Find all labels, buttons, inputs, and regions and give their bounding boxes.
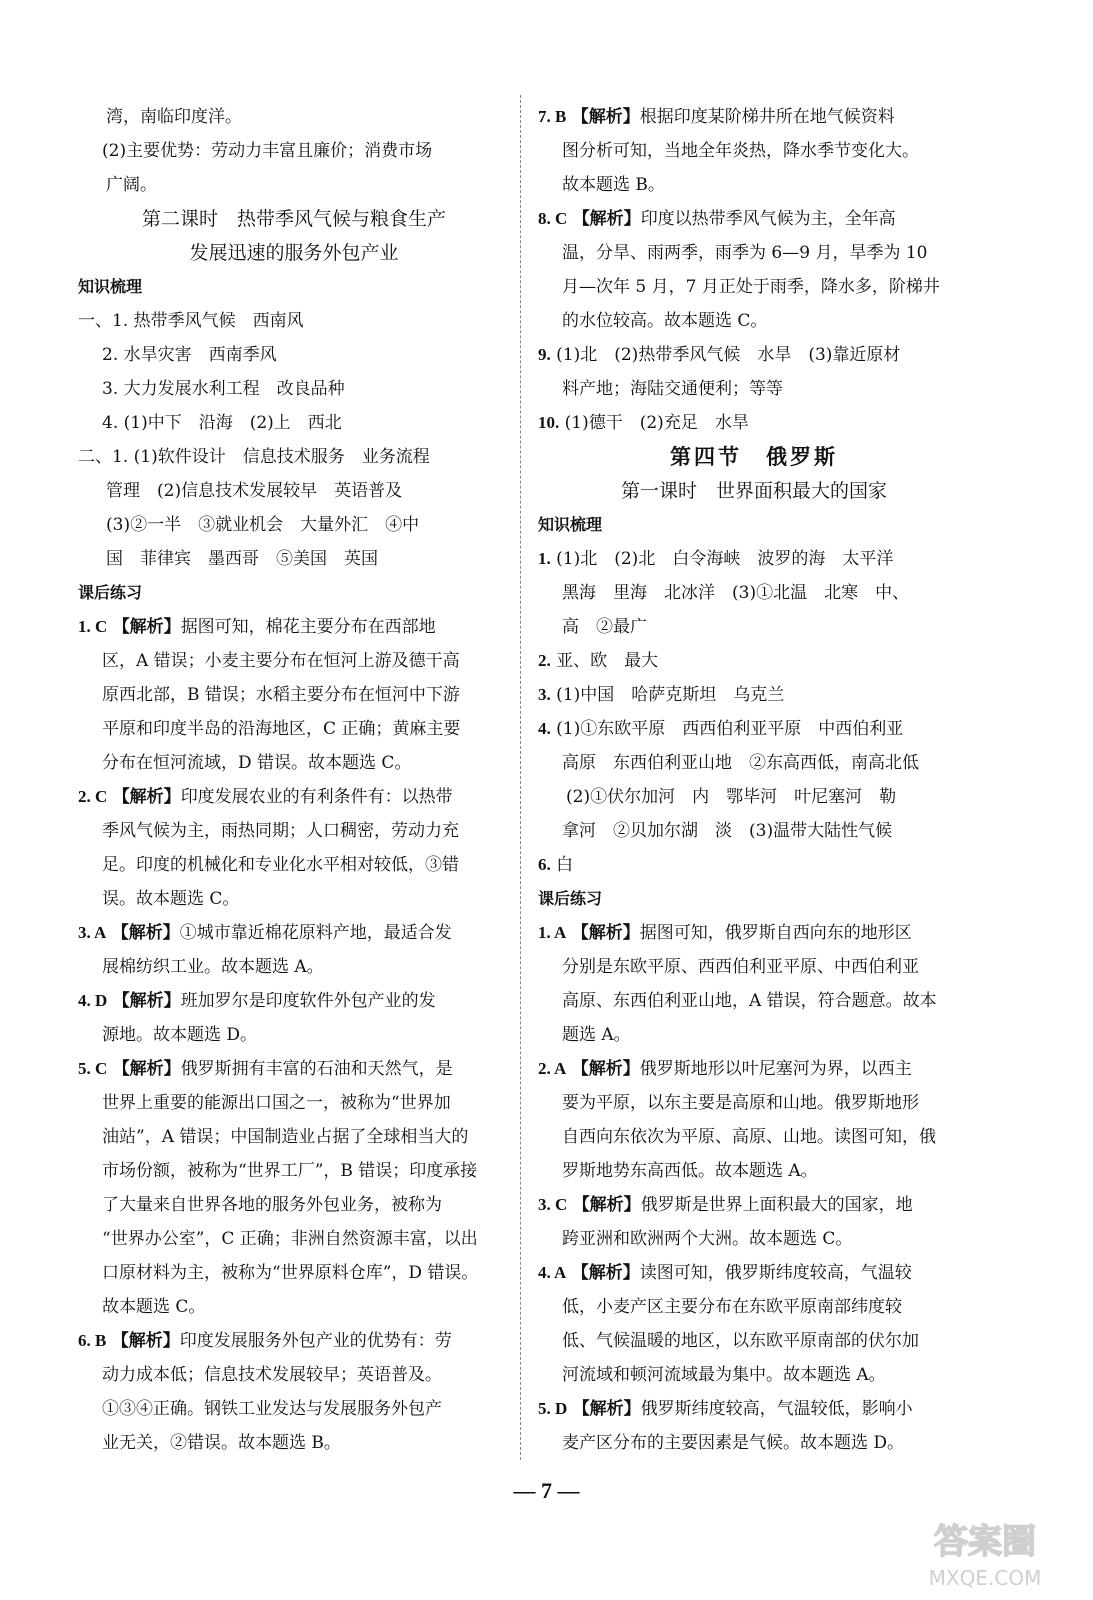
- line-text: 管理 (2)信息技术发展较早 英语普及: [106, 481, 403, 501]
- line-text: 俄罗斯是世界上面积最大的国家，地: [640, 1195, 913, 1215]
- left-line: [78, 202, 510, 236]
- left-line: [78, 1222, 510, 1256]
- question-number: 2.: [538, 651, 551, 670]
- left-line: [78, 1392, 510, 1426]
- line-text: 湾，南临印度洋。: [106, 107, 242, 127]
- line-text: 印度发展服务外包产业的优势有：劳: [179, 1331, 452, 1351]
- line-text: 料产地；海陆交通便利；等等: [562, 379, 783, 399]
- line-text: 俄罗斯拥有丰富的石油和天然气，是: [180, 1059, 453, 1079]
- right-line: [538, 1188, 970, 1222]
- right-line: [538, 100, 970, 134]
- line-text: 足。印度的机械化和专业化水平相对较低，③错: [102, 855, 459, 875]
- question-number: 6. B: [78, 1331, 107, 1350]
- right-line: [538, 508, 970, 542]
- line-text: 的水位较高。故本题选 C。: [562, 311, 768, 331]
- line-text: 温，分旱、雨两季，雨季为 6—9 月，旱季为 10: [562, 243, 928, 263]
- line-text: 麦产区分布的主要因素是气候。故本题选 D。: [562, 1433, 905, 1453]
- line-text: 误。故本题选 C。: [102, 889, 240, 909]
- right-line: [538, 746, 970, 780]
- right-line: [538, 304, 970, 338]
- left-line: [78, 236, 510, 270]
- question-number: 2. A: [538, 1059, 567, 1078]
- analysis-label: 【解析】: [572, 209, 641, 229]
- right-line: [538, 1324, 970, 1358]
- line-text: 展棉纺织工业。故本题选 A。: [102, 957, 324, 977]
- line-text: 课后练习: [538, 889, 603, 908]
- right-line: [538, 1154, 970, 1188]
- right-line: [538, 916, 970, 950]
- line-text: 黑海 里海 北冰洋 (3)①北温 北寒 中、: [562, 583, 910, 603]
- line-text: 高原 东西伯利亚山地 ②东高西低，南高北低: [562, 753, 919, 773]
- left-line: [78, 542, 510, 576]
- line-text: 低，小麦产区主要分布在东欧平原南部纬度较: [562, 1297, 902, 1317]
- left-line: [78, 712, 510, 746]
- analysis-label: 【解析】: [112, 1059, 181, 1079]
- question-number: 5. C: [78, 1059, 108, 1078]
- line-text: 罗斯地势东高西低。故本题选 A。: [562, 1161, 818, 1181]
- page-number: — 7 —: [513, 1478, 580, 1503]
- line-text: (3)②一半 ③就业机会 大量外汇 ④中: [106, 515, 420, 535]
- line-text: (1)北 (2)北 白令海峡 波罗的海 太平洋: [556, 549, 894, 569]
- right-line: [538, 474, 970, 508]
- right-line: [538, 1358, 970, 1392]
- left-line: [78, 1290, 510, 1324]
- line-text: 平原和印度半岛的沿海地区，C 正确；黄麻主要: [102, 719, 461, 739]
- line-text: 图分析可知，当地全年炎热，降水季节变化大。: [562, 141, 919, 161]
- right-line: [538, 1222, 970, 1256]
- left-line: [78, 1324, 510, 1358]
- line-text: 2. 水旱灾害 西南季风: [102, 345, 277, 365]
- line-text: 俄罗斯地形以叶尼塞河为界，以西主: [639, 1059, 912, 1079]
- line-text: “世界办公室”，C 正确；非洲自然资源丰富，以出: [102, 1229, 478, 1249]
- left-line: [78, 848, 510, 882]
- analysis-label: 【解析】: [571, 1263, 640, 1283]
- line-text: 印度以热带季风气候为主，全年高: [640, 209, 896, 229]
- analysis-label: 【解析】: [571, 1059, 640, 1079]
- line-text: 油站”，A 错误；中国制造业占据了全球相当大的: [102, 1127, 469, 1147]
- left-column: [78, 100, 510, 1460]
- line-text: 亚、欧 最大: [556, 651, 659, 671]
- left-line: [78, 372, 510, 406]
- line-text: 一、1. 热带季风气候 西南风: [78, 311, 304, 331]
- line-text: 拿河 ②贝加尔湖 淡 (3)温带大陆性气候: [562, 821, 893, 841]
- line-text: 第四节 俄罗斯: [670, 444, 838, 469]
- line-text: (2)主要优势：劳动力丰富且廉价；消费市场: [102, 141, 433, 161]
- line-text: 据图可知，棉花主要分布在西部地: [180, 617, 436, 637]
- line-text: 据图可知，俄罗斯自西向东的地形区: [639, 923, 912, 943]
- line-text: 班加罗尔是印度软件外包产业的发: [180, 991, 436, 1011]
- right-line: [538, 814, 970, 848]
- line-text: 3. 大力发展水利工程 改良品种: [102, 379, 345, 399]
- line-text: 白: [556, 855, 574, 875]
- left-line: [78, 508, 510, 542]
- right-line: [538, 576, 970, 610]
- right-line: [538, 1120, 970, 1154]
- question-number: 3.: [538, 685, 551, 704]
- right-line: [538, 168, 970, 202]
- left-line: [78, 1358, 510, 1392]
- question-number: 3. C: [538, 1195, 568, 1214]
- right-line: [538, 270, 970, 304]
- left-line: [78, 678, 510, 712]
- line-text: 第二课时 热带季风气候与粮食生产: [141, 208, 446, 230]
- right-line: [538, 712, 970, 746]
- line-text: 高原、东西伯利亚山地，A 错误，符合题意。故本: [562, 991, 937, 1011]
- left-line: [78, 610, 510, 644]
- question-number: 4. A: [538, 1263, 567, 1282]
- left-line: [78, 1120, 510, 1154]
- question-number: 8. C: [538, 209, 568, 228]
- question-number: 2. C: [78, 787, 108, 806]
- right-column: [538, 100, 970, 1460]
- analysis-label: 【解析】: [111, 923, 180, 943]
- line-text: 了大量来自世界各地的服务外包业务，被称为: [102, 1195, 442, 1215]
- column-divider: [520, 95, 521, 1460]
- right-line: [538, 1256, 970, 1290]
- right-line: [538, 610, 970, 644]
- left-line: [78, 338, 510, 372]
- question-number: 5. D: [538, 1399, 568, 1418]
- line-text: 跨亚洲和欧洲两个大洲。故本题选 C。: [562, 1229, 853, 1249]
- line-text: 低、气候温暖的地区，以东欧平原南部的伏尔加: [562, 1331, 919, 1351]
- question-number: 6.: [538, 855, 551, 874]
- question-number: 7. B: [538, 107, 567, 126]
- line-text: 二、1. (1)软件设计 信息技术服务 业务流程: [78, 447, 430, 467]
- right-line: [538, 950, 970, 984]
- line-text: ①③④正确。钢铁工业发达与发展服务外包产: [102, 1399, 442, 1419]
- left-line: [78, 1188, 510, 1222]
- analysis-label: 【解析】: [112, 787, 181, 807]
- right-line: [538, 780, 970, 814]
- analysis-label: 【解析】: [112, 991, 181, 1011]
- question-number: 10.: [538, 413, 560, 432]
- left-line: [78, 100, 510, 134]
- line-text: 月—次年 5 月，7 月正处于雨季，降水多，阶梯井: [562, 277, 940, 297]
- right-line: [538, 134, 970, 168]
- line-text: 题选 A。: [562, 1025, 631, 1045]
- left-line: [78, 746, 510, 780]
- line-text: 高 ②最广: [562, 617, 647, 637]
- watermark-text: 答案圈: [934, 1522, 1036, 1562]
- line-text: (2)①伏尔加河 内 鄂毕河 叶尼塞河 勒: [566, 787, 897, 807]
- left-line: [78, 1018, 510, 1052]
- question-number: 1. C: [78, 617, 108, 636]
- left-line: [78, 304, 510, 338]
- right-line: [538, 406, 970, 440]
- line-text: 故本题选 C。: [102, 1297, 206, 1317]
- left-line: [78, 1086, 510, 1120]
- left-line: [78, 474, 510, 508]
- right-line: [538, 338, 970, 372]
- line-text: 故本题选 B。: [562, 175, 665, 195]
- analysis-label: 【解析】: [572, 1399, 641, 1419]
- line-text: 业无关，②错误。故本题选 B。: [102, 1433, 341, 1453]
- left-line: [78, 1052, 510, 1086]
- line-text: 动力成本低；信息技术发展较早；英语普及。: [102, 1365, 442, 1385]
- left-line: [78, 814, 510, 848]
- line-text: 区，A 错误；小麦主要分布在恒河上游及德干高: [102, 651, 460, 671]
- line-text: 源地。故本题选 D。: [102, 1025, 258, 1045]
- left-line: [78, 984, 510, 1018]
- line-text: 要为平原，以东主要是高原和山地。俄罗斯地形: [562, 1093, 919, 1113]
- right-line: [538, 236, 970, 270]
- line-text: (1)中国 哈萨克斯坦 乌克兰: [556, 685, 785, 705]
- left-line: [78, 440, 510, 474]
- question-number: 4. D: [78, 991, 108, 1010]
- right-line: [538, 542, 970, 576]
- line-text: (1)①东欧平原 西西伯利亚平原 中西伯利亚: [556, 719, 904, 739]
- right-line: [538, 644, 970, 678]
- right-line: [538, 678, 970, 712]
- right-line: [538, 848, 970, 882]
- line-text: 发展迅速的服务外包产业: [189, 242, 399, 264]
- question-number: 9.: [538, 345, 551, 364]
- line-text: 印度发展农业的有利条件有：以热带: [180, 787, 453, 807]
- left-line: [78, 1154, 510, 1188]
- line-text: 原西北部，B 错误；水稻主要分布在恒河中下游: [102, 685, 460, 705]
- analysis-label: 【解析】: [572, 1195, 641, 1215]
- right-line: [538, 440, 970, 474]
- left-line: [78, 916, 510, 950]
- left-line: [78, 644, 510, 678]
- analysis-label: 【解析】: [571, 107, 640, 127]
- question-number: 4.: [538, 719, 551, 738]
- left-line: [78, 1256, 510, 1290]
- question-number: 3. A: [78, 923, 107, 942]
- left-line: [78, 950, 510, 984]
- line-text: 根据印度某阶梯井所在地气候资料: [639, 107, 895, 127]
- right-line: [538, 882, 970, 916]
- left-line: [78, 134, 510, 168]
- line-text: 广阔。: [106, 175, 157, 195]
- question-number: 1. A: [538, 923, 567, 942]
- line-text: 第一课时 世界面积最大的国家: [620, 480, 887, 502]
- right-line: [538, 372, 970, 406]
- line-text: 季风气候为主，雨热同期；人口稠密，劳动力充: [102, 821, 459, 841]
- left-line: [78, 270, 510, 304]
- line-text: 河流域和顿河流域最为集中。故本题选 A。: [562, 1365, 886, 1385]
- right-line: [538, 1426, 970, 1460]
- line-text: 自西向东依次为平原、高原、山地。读图可知，俄: [562, 1127, 936, 1147]
- right-line: [538, 984, 970, 1018]
- right-line: [538, 1392, 970, 1426]
- line-text: 4. (1)中下 沿海 (2)上 西北: [102, 413, 342, 433]
- line-text: (1)德干 (2)充足 水旱: [564, 413, 749, 433]
- left-line: [78, 406, 510, 440]
- line-text: 分布在恒河流域，D 错误。故本题选 C。: [102, 753, 412, 773]
- line-text: 国 菲律宾 墨西哥 ⑤美国 英国: [106, 549, 378, 569]
- right-line: [538, 1018, 970, 1052]
- line-text: 世界上重要的能源出口国之一，被称为“世界加: [102, 1093, 451, 1113]
- left-line: [78, 780, 510, 814]
- line-text: 分别是东欧平原、西西伯利亚平原、中西伯利亚: [562, 957, 919, 977]
- right-line: [538, 1290, 970, 1324]
- watermark-logo: [900, 1515, 1070, 1593]
- right-line: [538, 1052, 970, 1086]
- analysis-label: 【解析】: [111, 1331, 180, 1351]
- analysis-label: 【解析】: [571, 923, 640, 943]
- left-line: [78, 576, 510, 610]
- line-text: 口原材料为主，被称为“世界原料仓库”，D 错误。: [102, 1263, 479, 1283]
- analysis-label: 【解析】: [112, 617, 181, 637]
- left-line: [78, 168, 510, 202]
- line-text: 读图可知，俄罗斯纬度较高，气温较: [639, 1263, 912, 1283]
- line-text: ①城市靠近棉花原料产地，最适合发: [179, 923, 452, 943]
- line-text: (1)北 (2)热带季风气候 水旱 (3)靠近原材: [556, 345, 901, 365]
- line-text: 知识梳理: [78, 277, 143, 296]
- line-text: 市场份额，被称为“世界工厂”，B 错误；印度承接: [102, 1161, 478, 1181]
- question-number: 1.: [538, 549, 551, 568]
- left-line: [78, 882, 510, 916]
- line-text: 课后练习: [78, 583, 143, 602]
- watermark-url: MXQE.COM: [928, 1566, 1042, 1590]
- right-line: [538, 202, 970, 236]
- line-text: 俄罗斯纬度较高，气温较低，影响小: [640, 1399, 913, 1419]
- left-line: [78, 1426, 510, 1460]
- right-line: [538, 1086, 970, 1120]
- line-text: 知识梳理: [538, 515, 603, 534]
